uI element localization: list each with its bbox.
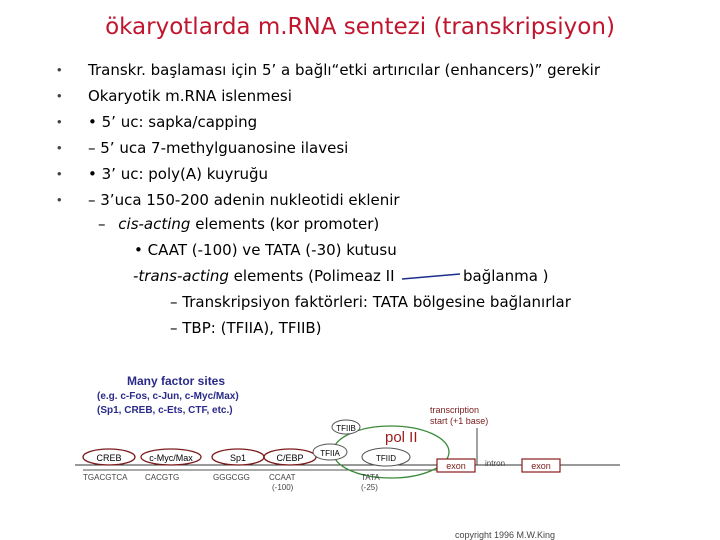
- sp1-label: Sp1: [229, 453, 247, 463]
- bullet-text: – 3’uca 150-200 adenin nukleotidi eklenir: [88, 191, 400, 209]
- bullet-dot: •: [57, 140, 62, 155]
- tss-label-2: start (+1 base): [430, 416, 489, 426]
- cis-acting-rest: elements (kor promoter): [190, 215, 380, 233]
- seq-myc: CACGTG: [145, 473, 180, 482]
- header-line-3: (Sp1, CREB, c-Ets, CTF, etc.): [97, 405, 233, 416]
- tss-label-1: transcription: [430, 405, 480, 415]
- tfiib-label: TFIIB: [336, 424, 356, 433]
- header-line-2: (e.g. c-Fos, c-Jun, c-Myc/Max): [97, 391, 239, 402]
- exon-label-1: exon: [446, 461, 466, 471]
- tbp-line: – TBP: (TFIIA), TFIIB): [170, 319, 322, 337]
- promoter-diagram: [75, 370, 620, 540]
- seq-tata: TATA: [361, 473, 380, 482]
- intron-label: intron: [485, 459, 506, 468]
- tfiid-label: TFIID: [376, 454, 396, 463]
- bullet-dot: •: [57, 62, 62, 77]
- myc-label: c-Myc/Max: [149, 453, 193, 463]
- dash: –: [98, 215, 106, 233]
- bullet-dot: •: [57, 166, 62, 181]
- slide-title: ökaryotlarda m.RNA sentezi (transkripsiyon): [105, 14, 615, 40]
- trans-acting-line: [133, 267, 395, 285]
- bullet-text: • 3’ uc: poly(A) kuyruğu: [88, 165, 269, 183]
- tf-line: – Transkripsiyon faktörleri: TATA bölgesine bağlanırlar: [170, 293, 571, 311]
- cis-acting-term: cis-acting: [118, 215, 191, 233]
- bullet-dot: •: [57, 114, 62, 129]
- bullet-text: Transkr. başlaması için 5’ a bağlı“etki artırıcılar (enhancers)” gerekir: [88, 61, 600, 79]
- bullet-text: • 5’ uc: sapka/capping: [88, 113, 258, 131]
- trans-acting-term: -trans-acting: [133, 267, 229, 285]
- bullet-text: Okaryotik m.RNA islenmesi: [88, 87, 292, 105]
- bullet-dot: •: [57, 88, 62, 103]
- caat-line: • CAAT (-100) ve TATA (-30) kutusu: [134, 241, 397, 259]
- pol2-label: pol II: [385, 429, 418, 446]
- bullet-text: – 5’ uca 7-methylguanosine ilavesi: [88, 139, 349, 157]
- cis-acting-line: [98, 215, 379, 233]
- seq-caat: CCAAT: [269, 473, 296, 482]
- trans-acting-rest: elements (Polimeaz II: [228, 267, 395, 285]
- cebp-label: C/EBP: [276, 453, 304, 463]
- pos-tata: (-25): [361, 483, 378, 492]
- exon-label-2: exon: [531, 461, 551, 471]
- copyright: copyright 1996 M.W.King: [455, 530, 556, 540]
- pos-caat: (-100): [272, 483, 294, 492]
- tfiia-label: TFIIA: [320, 449, 340, 458]
- header-line-1: Many factor sites: [127, 374, 226, 388]
- trans-acting-end: bağlanma ): [463, 267, 549, 285]
- bullet-dot: •: [57, 192, 62, 207]
- creb-label: CREB: [96, 453, 122, 463]
- seq-creb: TGACGTCA: [83, 473, 128, 482]
- arrow-line: [400, 268, 465, 284]
- seq-sp1: GGGCGG: [213, 473, 250, 482]
